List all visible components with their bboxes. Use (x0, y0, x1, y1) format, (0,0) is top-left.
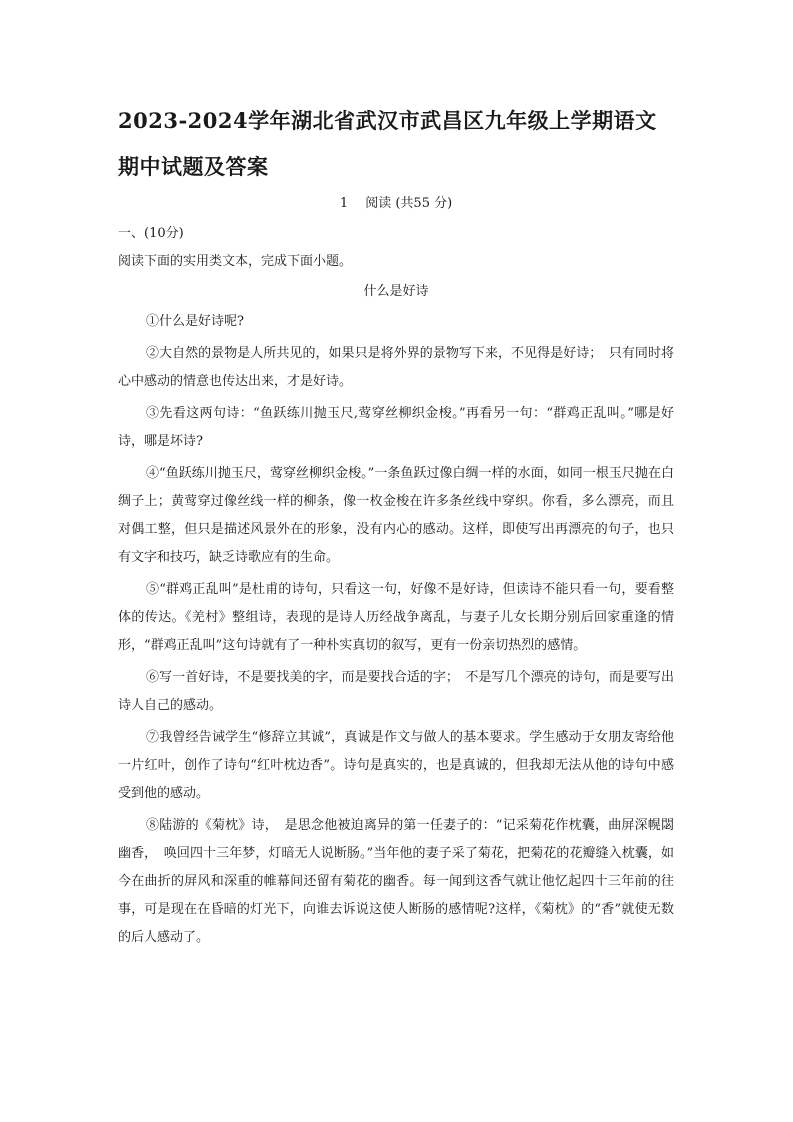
reading-instruction: 阅读下面的实用类文本，完成下面小题。 (118, 254, 353, 269)
paragraph-2: ②大自然的景物是人所共见的，如果只是将外界的景物写下来，不见得是好诗； 只有同时将心中感动的情意也传达出来，才是好诗。 (118, 346, 674, 389)
question-number: 一、(10分) (118, 226, 184, 241)
document-page (118, 98, 674, 956)
paragraph-7: ⑦我曾经告诫学生“修辞立其诚”，真诚是作文与做人的基本要求。学生感动于女朋友寄给他一片红叶，创作了诗句“红叶枕边香”。诗句是真实的，也是真诚的，但我却无法从他的诗句中感受到他的感动。 (118, 730, 674, 801)
paragraph-4: ④“鱼跃练川抛玉尺，莺穿丝柳织金梭。”一条鱼跃过像白绸一样的水面，如同一根玉尺抛在白绸子上；黄莺穿过像丝线一样的柳条，像一枚金梭在许多条丝线中穿织。你看，多么漂亮，而且对偶工整，但只是描述风景外在的形象，没有内心的感动。这样，即使写出再漂亮的句子，也只有文字和技巧，缺乏诗歌应有的生命。 (118, 466, 674, 565)
paragraph-5: ⑤“群鸡正乱叫”是杜甫的诗句，只看这一句，好像不是好诗，但读诗不能只看一句，要看整体的传达。《羌村》整组诗，表现的是诗人历经战争离乱，与妻子儿女长期分别后回家重逢的情形，“群鸡正乱叫”这句诗就有了一种朴实真切的叙写，更有一份亲切热烈的感情。 (118, 582, 674, 653)
paragraph-3: ③先看这两句诗：“鱼跃练川抛玉尺,莺穿丝柳织金梭。”再看另一句：“群鸡正乱叫。”哪是好诗，哪是坏诗? (118, 406, 674, 449)
paragraph-1: ①什么是好诗呢? (146, 314, 244, 329)
article-title: 什么是好诗 (363, 284, 429, 299)
paragraph-8: ⑧陆游的《菊枕》诗， 是思念他被迫离异的第一任妻子的：“记采菊花作枕囊，曲屏深幌閟幽香， 唤回四十三年梦，灯暗无人说断肠。”当年他的妻子采了菊花，把菊花的花瓣缝入枕囊，如今在曲折的屏风和深重的帷幕间还留有菊花的幽香。每一闻到这香气就让他忆起四十三年前的往事，可是现在在昏暗的灯光下，向谁去诉说这使人断肠的感情呢?这样，《菊枕》的“香”就使无数的后人感动了。 (118, 818, 674, 945)
document-title: 2023-2024学年湖北省武汉市武昌区九年级上学期语文期中试题及答案 (118, 108, 657, 179)
paragraph-6: ⑥写一首好诗，不是要找美的字，而是要找合适的字； 不是写几个漂亮的诗句，而是要写出诗人自己的感动。 (118, 670, 674, 713)
article-body (118, 308, 674, 952)
section-heading: 1 阅读 (共55 分) (339, 196, 453, 211)
